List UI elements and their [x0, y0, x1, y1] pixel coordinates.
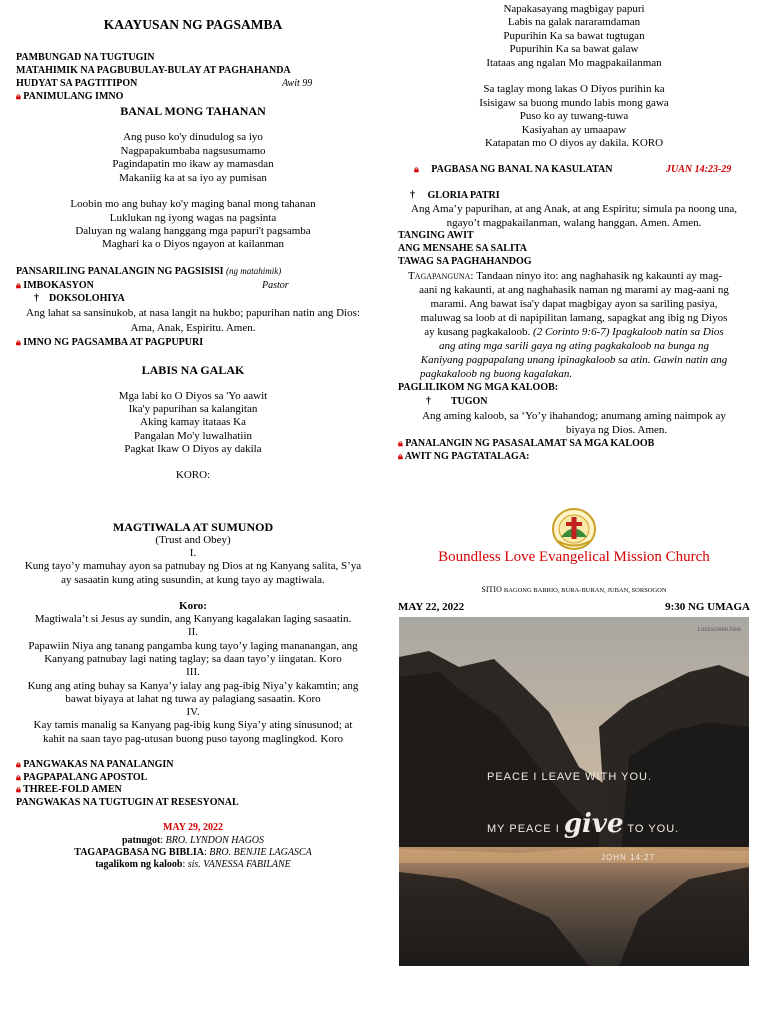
offering-line-1 [408, 270, 722, 282]
doksolohiya: DOKSOLOHIYA [49, 293, 125, 304]
cross-icon: † [410, 190, 415, 201]
hymn1-line: Maghari ka o Diyos ngayon at kailanman [101, 238, 285, 250]
tugon-row [426, 396, 488, 407]
tanging-awit: TANGING AWIT [398, 230, 474, 241]
offering-line: ang ating mga sarili gaya ng ating pagkakaloob na bunga ng [438, 340, 710, 352]
red-bullet-icon: 🔒︎ [16, 759, 21, 769]
offering-line: maluwag sa loob at di napipilitan lamang, sapagkat ang ibig ng Diyos [420, 312, 728, 324]
offering-line: aani ng kakaunti, at ang naghahasik naman ng marami ay mag-aani ng [419, 284, 729, 296]
panalangin-pasasalamat: PANALANGIN NG PASASALAMAT SA MGA KALOOB [405, 438, 655, 449]
doksolohiya-row [34, 293, 125, 304]
hymn3-line: Kung tayo’y mamuhay ayon sa patnubay ng Dios at ng Kanyang salita, S’ya [24, 560, 362, 572]
tagalikom-label: tagalikom ng kaloob [95, 859, 183, 870]
hymn-cont-line: Isisigaw sa buong mundo labis mong gawa [479, 97, 669, 109]
awit-pagtatalaga: AWIT NG PAGTATALAGA [404, 451, 527, 462]
hymn-cont-line: Katapatan mo O diyos ay dakila. KORO [484, 137, 664, 149]
scripture-photo [399, 617, 749, 966]
hymn1-line: Daluyan ng walang hanggang mga papuri't pagsamba [75, 225, 311, 237]
hymn3-line: kahit na saan tayo pag-utusan buong puso tayong maglingkod. Koro [42, 733, 343, 745]
hymn3-line: Kay tamis manalig sa Kanyang pag-ibig kung Siya’y ating sinusunod; at [33, 719, 353, 731]
sitio-row [398, 585, 750, 594]
hymn1-title: BANAL MONG TAHANAN [120, 104, 266, 118]
verse-line-1: PEACE I LEAVE WITH YOU. [487, 771, 653, 783]
hymn-cont-line: Kasiyahan ay umaapaw [521, 124, 627, 136]
tagapagbasa-label: TAGAPAGBASA NG BIBLIA [74, 847, 204, 858]
hymn2-line: Pagkat Ikaw O Diyos ay dakila [124, 443, 262, 455]
hymn3-line: bawat biyaya at lahat ng tuwa ay palagiang sasaatin. Koro [65, 693, 321, 705]
threefold-row [16, 784, 122, 795]
hymn-cont-line: Itataas ang ngalan Mo magpakailanman [486, 57, 662, 69]
doxology-line: Ama, Anak, Espiritu. Amen. [130, 322, 256, 334]
red-bullet-icon: 🔒︎ [16, 784, 21, 794]
koro-heading: Koro: [179, 600, 207, 612]
red-bullet-icon: 🔒︎ [398, 438, 403, 448]
offering-text: ay kusang pagkakaloob. [424, 326, 531, 338]
imno-pagsamba-row [16, 337, 203, 348]
verse-ref: JOHN 14:27 [601, 853, 656, 862]
service-time: 9:30 NG UMAGA [665, 601, 750, 613]
tugon-line: biyaya ng Dios. Amen. [566, 424, 668, 436]
hymn1-line: Luklukan ng iyong wagas na pagsinta [109, 212, 277, 224]
red-bullet-icon: 🔒︎ [398, 451, 403, 461]
patnugot-name: BRO. LYNDON HAGOS [165, 835, 265, 846]
hymn-cont-line: Sa taglay mong lakas O Diyos purihin ka [483, 83, 665, 95]
church-name: Boundless Love Evangelical Mission Church [438, 549, 710, 565]
tugon: TUGON [450, 396, 488, 407]
hymn2-line: Ika'y papurihan sa kalangitan [128, 403, 258, 415]
photo-credit: Lockscreen.love [697, 627, 741, 633]
gloria: GLORIA PATRI [427, 190, 500, 201]
offering-ref: (2 Corinto 9:6-7) Ipagkaloob natin sa Dios [533, 326, 724, 338]
hymn3-line: ay sasaatin kung ating susundin, at kung tayo ay magtiwala. [61, 574, 325, 586]
hymn-cont-line: Labis na galak nararamdaman [507, 16, 641, 28]
red-bullet-icon: 🔒︎ [16, 337, 21, 347]
tawag: TAWAG SA PAGHAHANDOG [398, 256, 532, 267]
tagapanguna-label: Tagapanguna: [408, 270, 474, 282]
sitio-label: SITIO [481, 585, 502, 594]
roman-numeral: III. [186, 666, 200, 678]
verse-give: give [563, 809, 624, 839]
matahimik: MATAHIMIK NA PAGBUBULAY-BULAY AT PAGHAHANDA [16, 65, 291, 76]
hymn2-line: Pangalan Mo'y luwalhatiin [133, 430, 253, 442]
hymn2-title: LABIS NA GALAK [141, 363, 245, 377]
hymn3-line: Papawiin Niya ang tanang pangamba kung tayo’y laging mananangan, ang [28, 640, 358, 652]
panalangin-pasasalamat-row [398, 438, 654, 449]
hymn3-line: Kung ang ating buhay sa Kanya’y ialay ang pag-ibig Niya’y kakamtin; ang [27, 680, 359, 692]
pastor: Pastor [262, 280, 289, 291]
imbokasyon-row [16, 280, 94, 291]
gloria-line: Ang Ama’y papurihan, at ang Anak, at ang Espiritu; simula pa noong una, [411, 203, 737, 215]
hymn-cont-line: Napakasayang magbigay papuri [503, 3, 645, 15]
verse-text: TO YOU. [627, 823, 680, 835]
hymn1-line: Loobin mo ang buhay ko'y maging banal mong tahanan [70, 198, 316, 210]
panimulang-imno: PANIMULANG IMNO [23, 91, 124, 102]
hymn1-line: Makaniig ka at sa iyo ay pumisan [119, 172, 267, 184]
sitio-detail: BAGONG BARRIO, BURA-BURAN, JUBAN, SORSOGON [503, 587, 667, 594]
order-title: KAAYUSAN NG PAGSAMBA [103, 17, 283, 32]
hymn3-line: Kanyang patnubay lagi nating taglay; sa daan tayo’y iingatan. Koro [44, 653, 342, 665]
red-bullet-icon: 🔒︎ [16, 91, 21, 101]
pagpapalang-row [16, 772, 147, 783]
cross-icon: † [34, 293, 39, 304]
hymn2-line: Mga labi ko O Diyos sa 'Yo aawit [118, 390, 268, 402]
hudyat: HUDYAT SA PAGTITIPON [16, 78, 138, 89]
cross-icon: † [426, 396, 431, 407]
verse-line-2 [487, 809, 679, 839]
koro-label: KORO: [175, 469, 211, 481]
landscape-image [399, 617, 749, 966]
pagpapalang: PAGPAPALANG APOSTOL [23, 772, 148, 783]
service-date: MAY 22, 2022 [398, 601, 465, 613]
pangwakas-panalangin: PANGWAKAS NA PANALANGIN [23, 759, 174, 770]
red-bullet-icon: 🔒︎ [16, 280, 21, 290]
offering-line: pagkakaloob ng buong kagalakan. [420, 368, 573, 380]
awit-ref: Awit 99 [282, 78, 313, 89]
juan-ref: JUAN 14:23-29 [666, 164, 732, 175]
tagapagbasa-row: TAGAPAGBASA NG BIBLIA: BRO. BENJIE LAGASCA [74, 847, 312, 858]
hymn1-line: Nagpapakumbaba nagsusumamo [120, 145, 266, 157]
tugon-line: Ang aming kaloob, sa ‘Yo’y ihahandog; anumang aming naimpok ay [422, 410, 726, 422]
hymn1-line: Ang puso ko'y dinudulog sa iyo [123, 131, 263, 143]
imno-pagsamba: IMNO NG PAGSAMBA AT PAGPUPURI [23, 337, 204, 348]
hymn-cont-line: Pupurihin Ka sa bawat tugtugan [503, 30, 645, 42]
roman-numeral: IV. [186, 706, 200, 718]
patnugot-label: patnugot [121, 835, 161, 846]
tagalikom-row: tagalikom ng kaloob: sis. VANESSA FABILANE [95, 859, 291, 870]
gloria-line: ngayo’t magpakailanman, walang hanggan. Amen. Amen. [446, 217, 702, 229]
red-bullet-icon: 🔒︎ [414, 164, 419, 174]
offering-line: Kaniyang pagpapalang unang ipinagkaloob sa atin. Gawin natin ang [420, 354, 728, 366]
roman-numeral: II. [187, 626, 199, 638]
offering-line: marami. Ang bawat isa'y dapat magbigay ayon sa sariling pasiya, [430, 298, 718, 310]
hymn3-line: Magtiwala’t si Jesus ay sundin, ang Kanyang kagalakan laging sasaatin. [34, 613, 352, 625]
pansariling-row [16, 266, 281, 277]
hymn-cont-line: Puso ko ay tuwang-tuwa [519, 110, 629, 122]
awit-pagtatalaga-row: 🔒︎ AWIT NG PAGTATALAGA: [398, 451, 530, 462]
pangwakas-panalangin-row [16, 759, 174, 770]
paglilikom-row: PAGLILIKOM NG MGA KALOOB: [398, 382, 559, 393]
tagapagbasa-name: BRO. BENJIE LAGASCA [209, 847, 312, 858]
pansariling: PANSARILING PANALANGIN NG PAGSISISI [16, 266, 224, 277]
hymn-cont-line: Pupurihin Ka sa bawat galaw [509, 43, 639, 55]
mensahe: ANG MENSAHE SA SALITA [398, 243, 528, 254]
church-logo [550, 506, 598, 552]
next-date: MAY 29, 2022 [162, 822, 224, 833]
hymn2-line: Aking kamay itataas Ka [140, 416, 246, 428]
panimulang-imno-row [16, 91, 123, 102]
doxology-line: Ang lahat sa sansinukob, at nasa langit na hukbo; papurihan natin ang Dios: [26, 307, 360, 319]
red-bullet-icon: 🔒︎ [16, 772, 21, 782]
paglilikom: PAGLILIKOM NG MGA KALOOB [398, 382, 555, 393]
roman-numeral: I. [189, 547, 197, 559]
patnugot-row: patnugot: BRO. LYNDON HAGOS [121, 835, 265, 846]
gloria-row [410, 190, 500, 201]
hymn3-subtitle: (Trust and Obey) [155, 534, 231, 546]
hymn1-line: Pagindapatin mo ikaw ay mamasdan [112, 158, 274, 170]
pambungad: PAMBUNGAD NA TUGTUGIN [16, 52, 155, 63]
imbokasyon: IMBOKASYON [23, 280, 94, 291]
verse-text: MY PEACE I [487, 823, 560, 835]
hymn3-title: MAGTIWALA AT SUMUNOD [112, 520, 274, 534]
threefold: THREE-FOLD AMEN [23, 784, 122, 795]
offering-text: Tandaan ninyo ito: ang naghahasik ng kakaunti ay mag- [476, 270, 723, 282]
pagbasa: PAGBASA NG BANAL NA KASULATAN [431, 164, 613, 175]
ng-matahimik: (ng matahimik) [226, 266, 282, 276]
pagbasa-row [414, 164, 612, 175]
pangwakas-tugtugin: PANGWAKAS NA TUGTUGIN AT RESESYONAL [16, 797, 239, 808]
offering-line-5 [398, 326, 750, 338]
tagalikom-name: sis. VANESSA FABILANE [187, 859, 291, 870]
